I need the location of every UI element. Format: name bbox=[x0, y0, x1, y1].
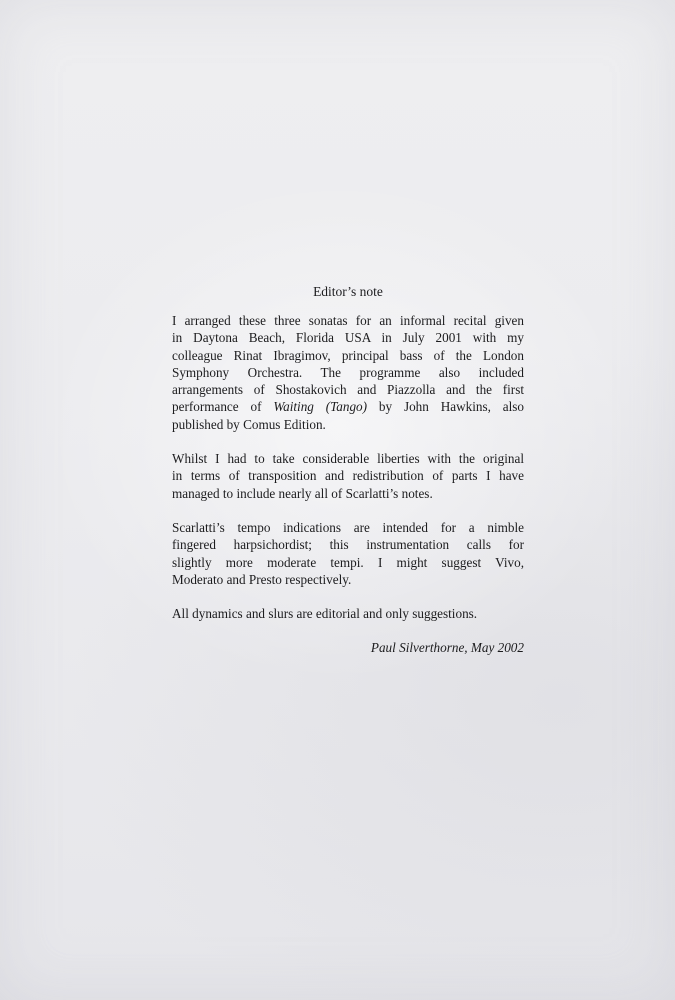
note-heading: Editor’s note bbox=[313, 284, 383, 299]
text-line: published by Comus Edition. bbox=[172, 416, 326, 432]
text-line: in terms of transposition and redistribution of parts I have bbox=[172, 468, 524, 484]
paragraph-tempo bbox=[172, 519, 524, 588]
text-fragment: performance of bbox=[172, 399, 274, 415]
work-title: Waiting (Tango) bbox=[273, 399, 368, 415]
text-line: I arranged these three sonatas for an informal recital given bbox=[172, 313, 524, 328]
paragraph-dynamics bbox=[172, 605, 524, 622]
text-line: arrangements of Shostakovich and Piazzolla and the first bbox=[172, 382, 524, 398]
text-line bbox=[172, 398, 524, 415]
paragraph-liberties bbox=[172, 450, 524, 502]
text-line: slightly more moderate tempi. I might suggest Vivo, bbox=[172, 554, 524, 570]
editors-note bbox=[172, 282, 524, 657]
text-line: fingered harpsichordist; this instrumentation calls for bbox=[172, 537, 524, 553]
text-line: All dynamics and slurs are editorial and only suggestions. bbox=[172, 606, 478, 622]
text-line: Symphony Orchestra. The programme also included bbox=[172, 364, 524, 380]
signature: Paul Silverthorne, May 2002 bbox=[370, 640, 524, 656]
text-line: Whilst I had to take considerable liberties with the original bbox=[172, 451, 524, 467]
text-line: colleague Rinat Ibragimov, principal bass of the London bbox=[172, 347, 524, 363]
text-line: in Daytona Beach, Florida USA in July 2001 with my bbox=[172, 330, 524, 346]
text-line: Scarlatti’s tempo indications are intended for a nimble bbox=[172, 519, 524, 535]
paragraph-recital bbox=[172, 312, 524, 433]
text-fragment: by John Hawkins, also bbox=[367, 399, 524, 415]
text-line: managed to include nearly all of Scarlatti’s notes. bbox=[172, 485, 433, 501]
text-line: Moderato and Presto respectively. bbox=[172, 571, 352, 587]
